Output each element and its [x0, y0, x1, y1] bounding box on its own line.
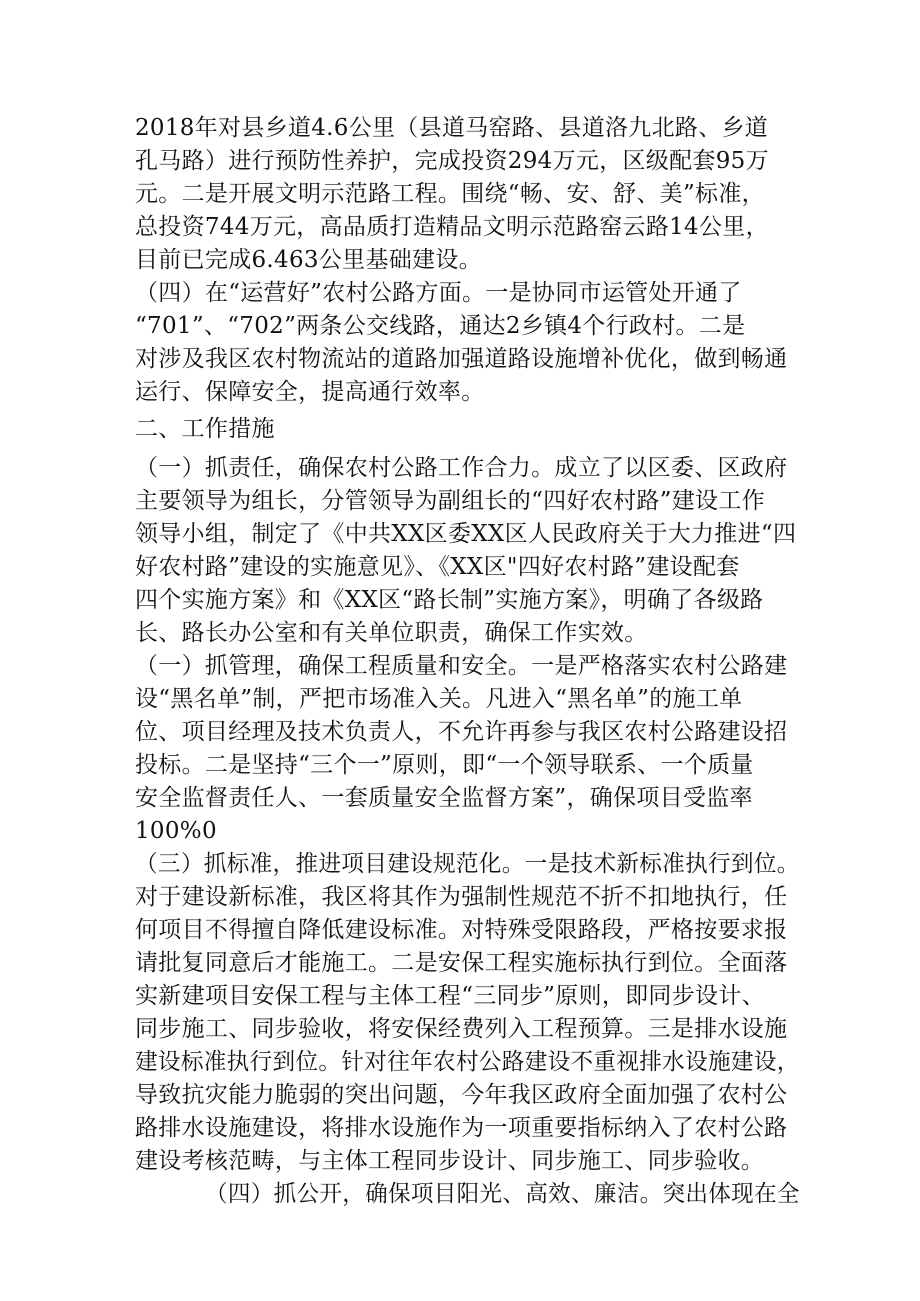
- text-line: 位、项目经理及技术负责人，不允许再参与我区农村公路建设招: [135, 719, 788, 745]
- text-line: 对于建设新标准，我区将其作为强制性规范不折不扣地执行，任: [135, 884, 788, 910]
- paragraph-start-line: （四）抓公开，确保项目阳光、高效、廉洁。突出体现在全: [205, 1181, 800, 1207]
- paragraph-start-line: （四）在“运营好”农村公路方面。一是协同市运管处开通了: [135, 280, 742, 306]
- paragraph-start-line: （一）抓管理，确保工程质量和安全。一是严格落实农村公路建: [135, 653, 788, 679]
- text-line: 建设标准执行到位。针对往年农村公路建设不重视排水设施建设，: [135, 1049, 800, 1075]
- text-line: 2018年对县乡道4.6公里（县道马窑路、县道洛九北路、乡道: [135, 115, 769, 141]
- text-line: 导致抗灾能力脆弱的突出问题，今年我区政府全面加强了农村公: [135, 1082, 788, 1108]
- text-line: 孔马路）进行预防性养护，完成投资294万元，区级配套95万: [135, 148, 769, 174]
- text-line: 路排水设施建设，将排水设施作为一项重要指标纳入了农村公路: [135, 1115, 788, 1141]
- text-line: 长、路长办公室和有关单位职责，确保工作实效。: [135, 620, 648, 646]
- text-line: 目前已完成6.463公里基础建设。: [135, 247, 482, 273]
- paragraph-start-line: （三）抓标准，推进项目建设规范化。一是技术新标准执行到位。: [135, 851, 800, 877]
- text-line: 实新建项目安保工程与主体工程“三同步”原则，即同步设计、: [135, 983, 765, 1009]
- text-line: 投标。二是坚持“三个一”原则，即“一个领导联系、一个质量: [135, 752, 754, 778]
- text-line: 同步施工、同步验收，将安保经费列入工程预算。三是排水设施: [135, 1016, 788, 1042]
- text-line: 对涉及我区农村物流站的道路加强道路设施增补优化，做到畅通: [135, 346, 788, 372]
- text-line: “701”、“702”两条公交线路，通达2乡镇4个行政村。二是: [135, 313, 746, 339]
- paragraph-start-line: （一）抓责任，确保农村公路工作合力。成立了以区委、区政府: [135, 455, 788, 481]
- text-line: 主要领导为组长，分管领导为副组长的“四好农村路”建设工作: [135, 488, 765, 514]
- text-line: 安全监督责任人、一套质量安全监督方案”，确保项目受监率: [135, 785, 753, 811]
- text-line: 元。二是开展文明示范路工程。围绕“畅、安、舒、美”标准，: [135, 181, 765, 207]
- text-line: 运行、保障安全，提高通行效率。: [135, 379, 485, 405]
- text-line: 领导小组，制定了《中共XX区委XX区人民政府关于大力推进“四: [135, 521, 797, 547]
- text-line: 四个实施方案》和《XX区“路长制”实施方案》，明确了各级路: [135, 587, 764, 613]
- text-line: 设“黑名单”制，严把市场准入关。凡进入“黑名单”的施工单: [135, 686, 743, 712]
- text-line: 何项目不得擅自降低建设标准。对特殊受限路段，严格按要求报: [135, 917, 788, 943]
- text-line: 好农村路”建设的实施意见》、《XX区"四好农村路”建设配套: [135, 554, 740, 580]
- text-line: 请批复同意后才能施工。二是安保工程实施标执行到位。全面落: [135, 950, 788, 976]
- text-line: 100%0: [135, 818, 217, 844]
- text-line: 总投资744万元，高品质打造精品文明示范路窑云路14公里，: [135, 214, 769, 240]
- text-line: 建设考核范畴，与主体工程同步设计、同步施工、同步验收。: [135, 1148, 765, 1174]
- section-heading: 二、工作措施: [135, 416, 275, 442]
